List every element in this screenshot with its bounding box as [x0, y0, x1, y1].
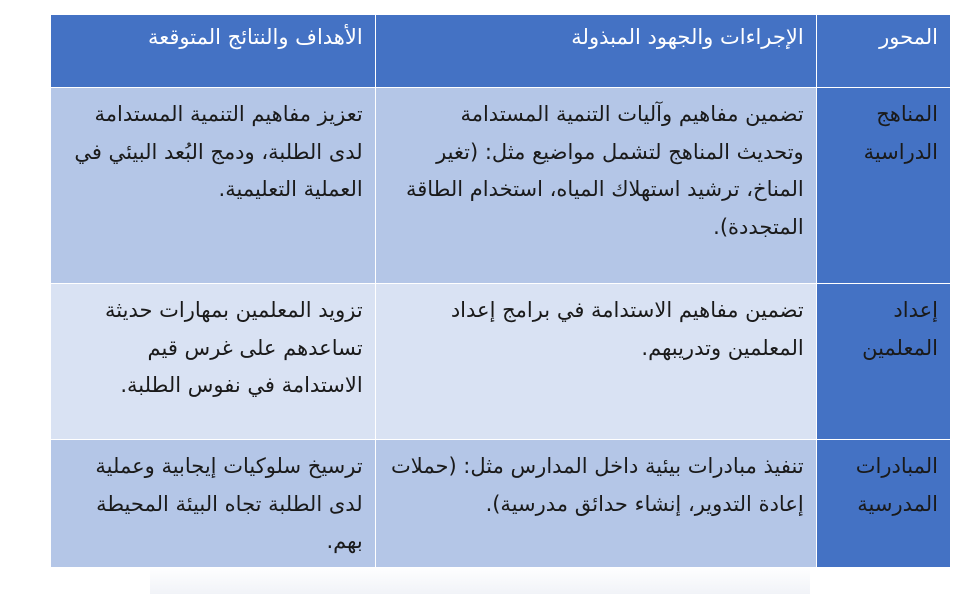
sustainability-table — [50, 14, 951, 568]
table-header-row — [51, 15, 951, 88]
row-axis-school-initiatives: المبادرات المدرسية — [816, 440, 950, 568]
header-goals: الأهداف والنتائج المتوقعة — [51, 15, 376, 88]
row-goals-cell: ترسيخ سلوكيات إيجابية وعملية لدى الطلبة تجاه البيئة المحيطة بهم. — [51, 440, 376, 568]
row-procedures-cell: تضمين مفاهيم وآليات التنمية المستدامة وتحديث المناهج لتشمل مواضيع مثل: (تغير المناخ، ترشيد استهلاك المياه، استخدام الطاقة المتجددة). — [375, 88, 816, 284]
table-row — [51, 88, 951, 284]
header-axis: المحور — [816, 15, 950, 88]
row-goals-cell: تزويد المعلمين بمهارات حديثة تساعدهم على غرس قيم الاستدامة في نفوس الطلبة. — [51, 284, 376, 440]
row-axis-curricula: المناهج الدراسية — [816, 88, 950, 284]
row-procedures-cell: تضمين مفاهيم الاستدامة في برامج إعداد المعلمين وتدريبهم. — [375, 284, 816, 440]
table-row — [51, 284, 951, 440]
background-shadow — [150, 566, 810, 594]
row-axis-teacher-prep: إعداد المعلمين — [816, 284, 950, 440]
row-procedures-cell: تنفيذ مبادرات بيئية داخل المدارس مثل: (حملات إعادة التدوير، إنشاء حدائق مدرسية). — [375, 440, 816, 568]
header-procedures: الإجراءات والجهود المبذولة — [375, 15, 816, 88]
table-row — [51, 440, 951, 568]
row-goals-cell: تعزيز مفاهيم التنمية المستدامة لدى الطلبة، ودمج البُعد البيئي في العملية التعليمية. — [51, 88, 376, 284]
